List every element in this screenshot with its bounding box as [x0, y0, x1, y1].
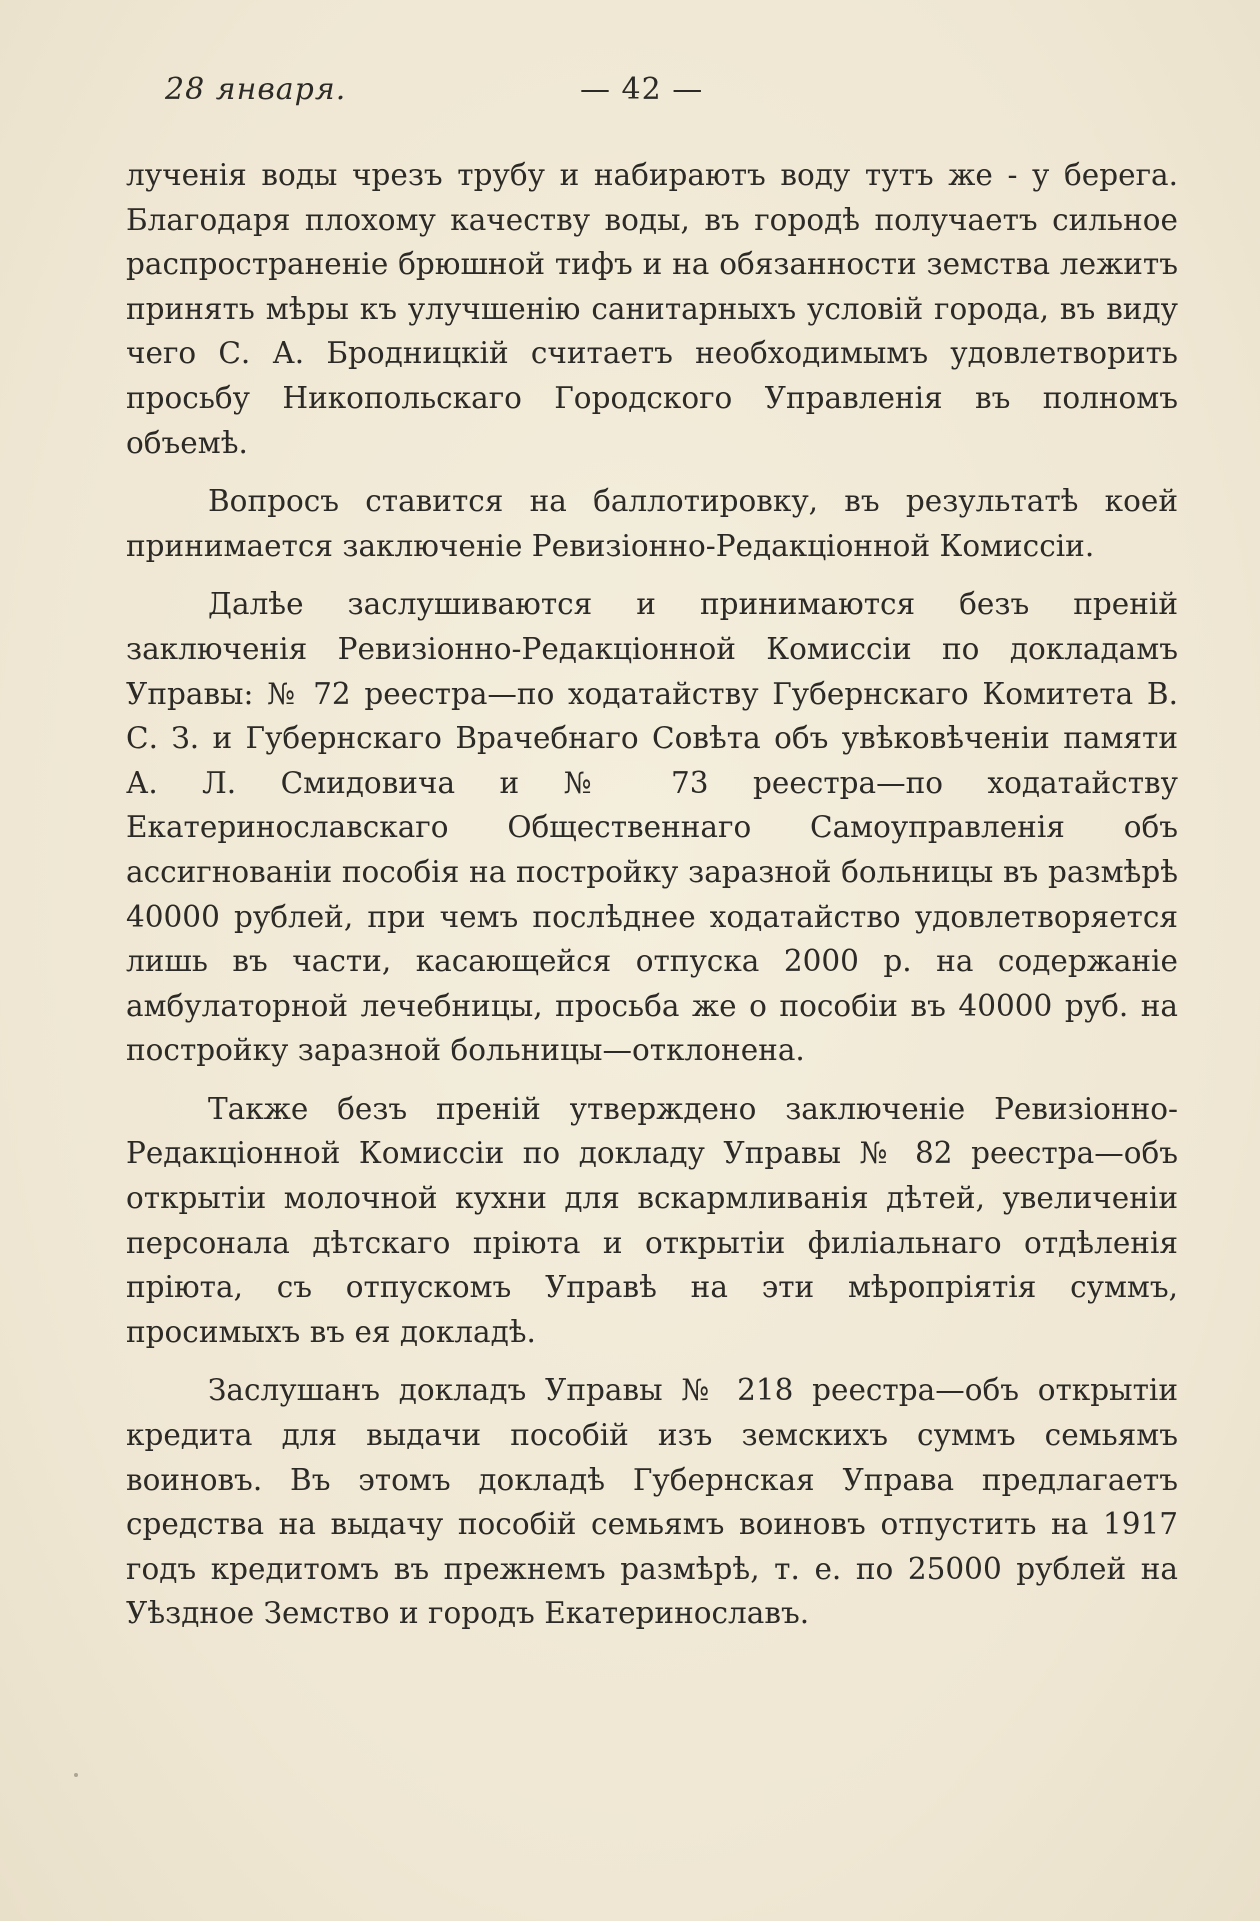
- paragraph-1: лученія воды чрезъ трубу и набираютъ воду тутъ же - у берега. Благодаря плохому качеству воды, въ городѣ получаетъ сильное распространеніе брюшной тифъ и на обязанности земства лежитъ принять мѣры къ улучшенію санитарныхъ условій города, въ виду чего С. А. Бродницкій считаетъ необходимымъ удовлетворить просьбу Никопольскаго Городского Управленія въ полномъ объемѣ.: [126, 158, 1178, 460]
- page-header: [165, 72, 1135, 122]
- page-number: — 42 —: [580, 72, 704, 107]
- paper-speck: [74, 1773, 78, 1777]
- body-text: [126, 153, 1178, 1636]
- paragraph-5: Заслушанъ докладъ Управы № 218 реестра—объ открытіи кредита для выдачи пособій изъ земскихъ суммъ семьямъ воиновъ. Въ этомъ докладѣ Губернская Управа предлагаетъ средства на выдачу пособій семьямъ воиновъ отпустить на 1917 годъ кредитомъ въ прежнемъ размѣрѣ, т. е. по 25000 рублей на Уѣздное Земство и городъ Екатеринославъ.: [126, 1373, 1178, 1631]
- header-date: 28 января.: [165, 72, 347, 107]
- paragraph-3: Далѣе заслушиваются и принимаются безъ преній заключенія Ревизіонно-Редакціонной Комиссіи по докладамъ Управы: № 72 реестра—по ходатайству Губернскаго Комитета В. С. З. и Губернскаго Врачебнаго Совѣта объ увѣковѣченіи памяти А. Л. Смидовича и № 73 реестра—по ходатайству Екатеринославскаго Общественнаго Самоуправленія объ ассигнованіи пособія на постройку заразной больницы въ размѣрѣ 40000 рублей, при чемъ послѣднее ходатайство удовлетворяется лишь въ части, касающейся отпуска 2000 р. на содержаніе амбулаторной лечебницы, просьба же о пособіи въ 40000 руб. на постройку заразной больницы—отклонена.: [126, 587, 1178, 1068]
- paragraph-2: Вопросъ ставится на баллотировку, въ результатѣ коей принимается заключеніе Ревизіонно-Редакціонной Комиссіи.: [126, 484, 1178, 563]
- paragraph-4: Также безъ преній утверждено заключеніе Ревизіонно-Редакціонной Комиссіи по докладу Управы № 82 реестра—объ открытіи молочной кухни для вскармливанія дѣтей, увеличеніи персонала дѣтскаго пріюта и открытіи филіальнаго отдѣленія пріюта, съ отпускомъ Управѣ на эти мѣропріятія суммъ, просимыхъ въ ея докладѣ.: [126, 1091, 1178, 1349]
